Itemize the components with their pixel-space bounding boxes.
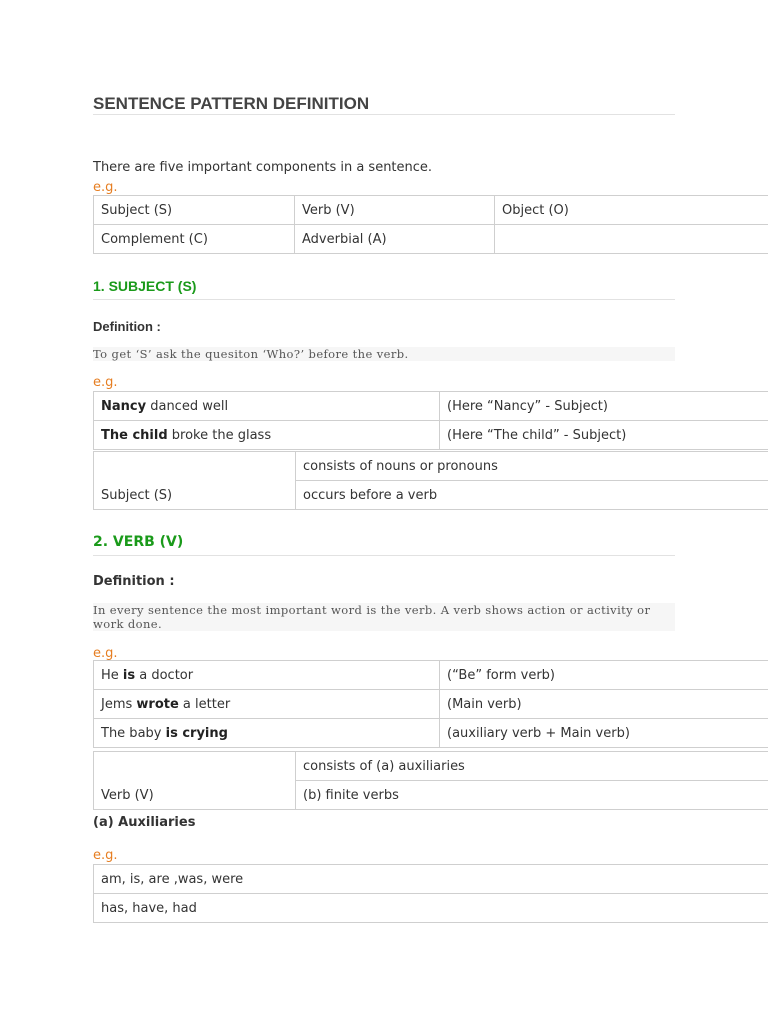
table-cell: Complement (C) xyxy=(94,225,295,254)
table-row xyxy=(94,661,768,690)
summary-line: consists of (a) auxiliaries xyxy=(296,752,768,781)
example-note: (Here “Nancy” - Subject) xyxy=(440,392,768,421)
summary-line: occurs before a verb xyxy=(296,481,768,510)
section-divider xyxy=(93,555,675,556)
bold-word: wrote xyxy=(136,696,179,712)
bold-word: The child xyxy=(101,427,168,443)
subject-summary-table xyxy=(93,451,768,510)
subject-examples-table xyxy=(93,391,768,450)
bold-word: is xyxy=(122,667,136,683)
table-row xyxy=(94,894,768,923)
eg-label: e.g. xyxy=(93,848,118,863)
table-row xyxy=(94,452,768,481)
example-note: (“Be” form verb) xyxy=(440,661,768,690)
components-table xyxy=(93,195,768,254)
table-row xyxy=(94,752,768,781)
table-cell: has, have, had xyxy=(94,894,768,923)
table-row xyxy=(94,421,768,450)
eg-label: e.g. xyxy=(93,180,118,195)
table-cell: Subject (S) xyxy=(94,196,295,225)
table-row xyxy=(94,690,768,719)
summary-label: Verb (V) xyxy=(94,752,296,810)
table-row xyxy=(94,865,768,894)
table-row xyxy=(94,392,768,421)
section-heading-verb: 2. VERB (V) xyxy=(93,534,184,550)
page-title: SENTENCE PATTERN DEFINITION xyxy=(93,94,370,113)
bold-word: is crying xyxy=(165,725,228,741)
title-divider xyxy=(93,114,675,115)
subsection-heading-auxiliaries: (a) Auxiliaries xyxy=(93,815,196,830)
intro-text: There are five important components in a sentence. xyxy=(93,160,433,175)
table-row xyxy=(94,196,768,225)
auxiliaries-table xyxy=(93,864,768,923)
table-cell: Object (O) xyxy=(495,196,768,225)
definition-text: To get ‘S’ ask the quesiton ‘Who?’ before the verb. xyxy=(93,347,675,361)
table-cell: Verb (V) xyxy=(295,196,495,225)
verb-examples-table xyxy=(93,660,768,748)
section-heading-subject: 1. SUBJECT (S) xyxy=(93,278,197,294)
definition-label: Definition : xyxy=(93,574,175,589)
summary-label: Subject (S) xyxy=(94,452,296,510)
example-note: (Main verb) xyxy=(440,690,768,719)
example-sentence: The child broke the glass xyxy=(94,421,440,450)
example-sentence: Jems wrote a letter xyxy=(94,690,440,719)
definition-label: Definition : xyxy=(93,319,161,334)
example-sentence: He is a doctor xyxy=(94,661,440,690)
bold-word: Nancy xyxy=(101,398,147,414)
table-cell xyxy=(495,225,768,254)
eg-label: e.g. xyxy=(93,646,118,661)
eg-label: e.g. xyxy=(93,375,118,390)
example-sentence: The baby is crying xyxy=(94,719,440,748)
verb-summary-table xyxy=(93,751,768,810)
example-sentence: Nancy danced well xyxy=(94,392,440,421)
example-note: (Here “The child” - Subject) xyxy=(440,421,768,450)
summary-line: (b) finite verbs xyxy=(296,781,768,810)
table-row xyxy=(94,719,768,748)
summary-line: consists of nouns or pronouns xyxy=(296,452,768,481)
table-row xyxy=(94,225,768,254)
table-cell: Adverbial (A) xyxy=(295,225,495,254)
definition-text: In every sentence the most important word is the verb. A verb shows action or activity or work done. xyxy=(93,603,675,631)
example-note: (auxiliary verb + Main verb) xyxy=(440,719,768,748)
table-cell: am, is, are ,was, were xyxy=(94,865,768,894)
section-divider xyxy=(93,299,675,300)
